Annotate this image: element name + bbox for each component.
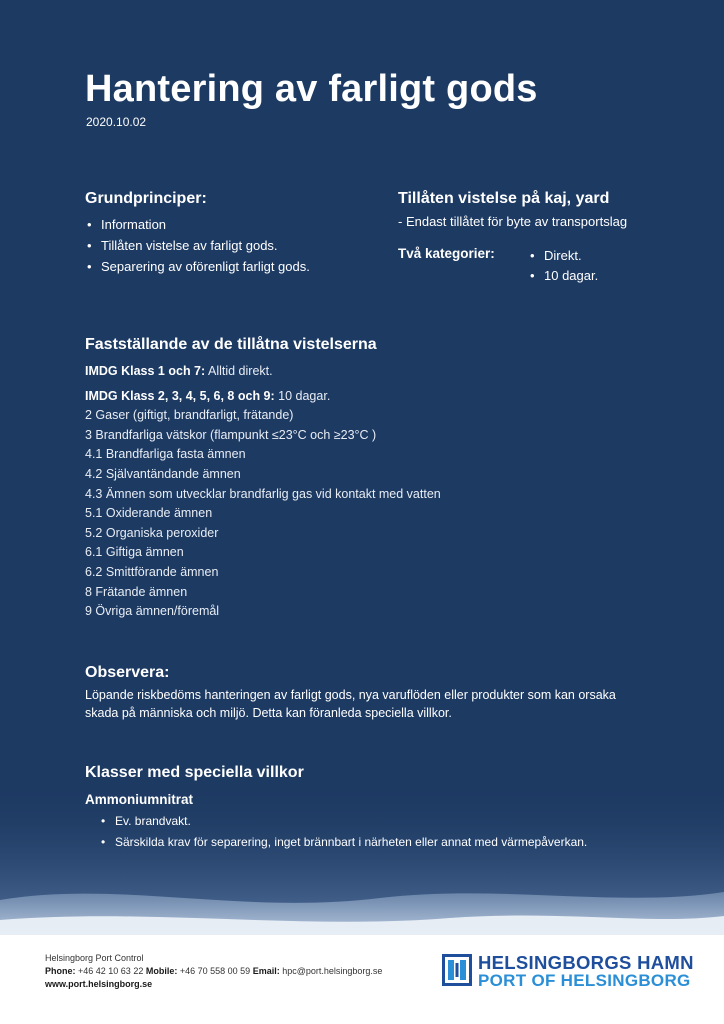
website-link[interactable]: www.port.helsingborg.se <box>45 979 153 989</box>
tillaten-section <box>398 190 698 229</box>
class-item: 6.2 Smittförande ämnen <box>85 564 219 579</box>
list-item: • Särskilda krav för separering, inget brännbart i närheten eller annat med värmepåverkan. <box>99 832 685 853</box>
page-title: Hantering av farligt gods <box>85 68 538 110</box>
grundprinciper-section <box>85 190 385 277</box>
tillaten-heading: Tillåten vistelse på kaj, yard <box>398 190 610 207</box>
kategorier-list <box>528 246 648 286</box>
logo <box>442 952 692 992</box>
class-item: 6.1 Giftiga ämnen <box>85 545 184 560</box>
klasser-section <box>85 764 685 853</box>
observera-line-2: skada på människa och miljö. Detta kan föranleda speciella villkor. <box>85 706 452 720</box>
list-item: • Direkt. <box>528 246 648 266</box>
logo-text-primary: HELSINGBORGS HAMN <box>478 952 694 973</box>
list-item: • Separering av oförenligt farligt gods. <box>85 256 385 277</box>
contact-line <box>45 965 382 978</box>
faststallande-heading: Fastställande av de tillåtna vistelserna <box>85 336 377 353</box>
logo-text-secondary: PORT OF HELSINGBORG <box>478 971 691 990</box>
phone-label: Phone: <box>45 966 76 976</box>
list-item: • Information <box>85 214 385 235</box>
grundprinciper-list <box>85 214 385 277</box>
list-item: • 10 dagar. <box>528 266 648 286</box>
contact-block <box>45 952 382 991</box>
class-item: 9 Övriga ämnen/föremål <box>85 604 220 619</box>
class-item: 3 Brandfarliga vätskor (flampunkt ≤23°C och ≥23°C ) <box>85 427 377 442</box>
klass-other-line <box>85 387 685 407</box>
klasser-subheading: Ammoniumnitrat <box>85 792 193 807</box>
kategorier-block <box>398 245 599 283</box>
observera-line-1: Löpande riskbedöms hanteringen av farligt gods, nya varuflöden eller produkter som kan orsaka <box>85 688 616 702</box>
email-link[interactable]: hpc@port.helsingborg.se <box>282 966 383 976</box>
klasser-list <box>99 811 685 853</box>
observera-heading: Observera: <box>85 664 170 681</box>
email-label: Email: <box>252 966 280 976</box>
contact-org: Helsingborg Port Control <box>45 953 144 963</box>
observera-section <box>85 664 645 722</box>
kategorier-label: Två kategorier: <box>398 246 495 261</box>
class-item: 5.1 Oxiderande ämnen <box>85 506 213 521</box>
phone-value: +46 42 10 63 22 <box>78 966 144 976</box>
class-item: 2 Gaser (giftigt, brandfarligt, frätande) <box>85 408 294 423</box>
klass-1-7-line <box>85 362 685 382</box>
grundprinciper-heading: Grundprinciper: <box>85 190 207 207</box>
list-item: • Ev. brandvakt. <box>99 811 685 832</box>
date: 2020.10.02 <box>86 115 147 129</box>
class-item: 5.2 Organiska peroxider <box>85 525 219 540</box>
class-item: 4.3 Ämnen som utvecklar brandfarlig gas vid kontakt med vatten <box>85 486 441 501</box>
faststallande-section <box>85 336 685 622</box>
klass-1-7-value: Alltid direkt. <box>207 364 273 378</box>
klass-1-7-label: IMDG Klass 1 och 7: <box>85 364 206 378</box>
klasser-heading: Klasser med speciella villkor <box>85 764 304 781</box>
klass-other-label: IMDG Klass 2, 3, 4, 5, 6, 8 och 9: <box>85 388 275 403</box>
mobile-value: +46 70 558 00 59 <box>179 966 251 976</box>
klass-other-value: 10 dagar. <box>278 388 331 403</box>
mobile-label: Mobile: <box>145 966 178 976</box>
class-item: 4.1 Brandfarliga fasta ämnen <box>85 447 246 462</box>
class-item: 4.2 Självantändande ämnen <box>85 466 241 481</box>
list-item: • Tillåten vistelse av farligt gods. <box>85 235 385 256</box>
observera-text <box>85 686 645 722</box>
harbour-logo-icon <box>442 954 472 986</box>
class-item: 8 Frätande ämnen <box>85 584 188 599</box>
tillaten-subtext: - Endast tillåtet för byte av transportslag <box>398 214 628 229</box>
